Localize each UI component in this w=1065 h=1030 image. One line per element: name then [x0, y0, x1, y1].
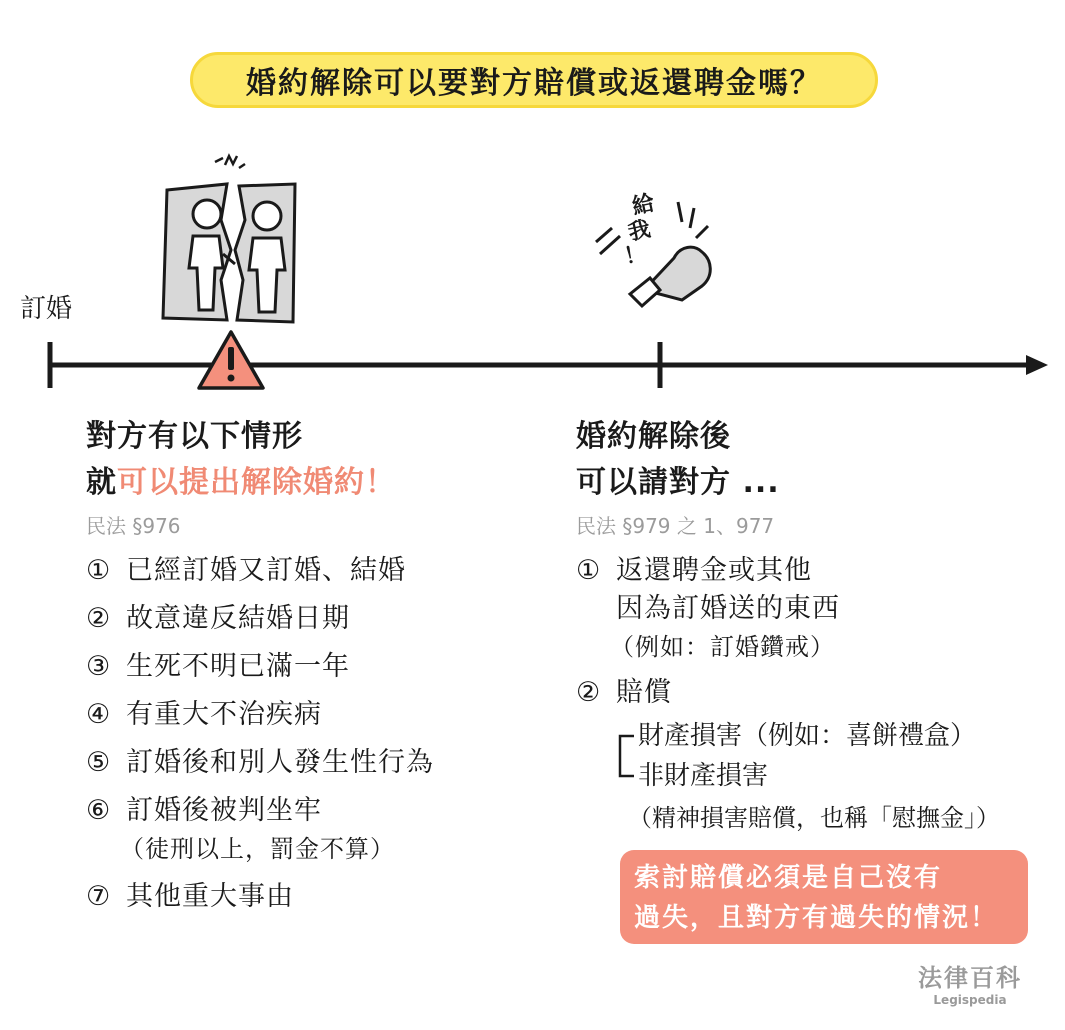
left-item-2: ② 故意違反結婚日期	[86, 603, 350, 634]
brand-name-en: Legispedia	[933, 993, 1007, 1007]
left-item-1: ① 已經訂婚又訂婚、結婚	[86, 555, 406, 586]
left-item-6: ⑥ 訂婚後被判坐牢 （徒刑以上，罰金不算）	[86, 792, 395, 868]
left-item-3: ③ 生死不明已滿一年	[86, 651, 350, 682]
left-item-6-note: （徒刑以上，罰金不算）	[120, 835, 395, 863]
timeline-start-label: 訂婚	[20, 294, 73, 324]
left-item-4: ④ 有重大不治疾病	[86, 699, 322, 730]
right-heading-line1: 婚約解除後	[576, 419, 731, 454]
speech-text-2: 我	[626, 216, 653, 246]
right-item-1-note: （例如：訂婚鑽戒）	[610, 633, 835, 661]
speech-text-1: 給	[630, 190, 657, 220]
compensation-condition-note	[620, 850, 1028, 944]
damage-non-property-note: （精神損害賠償，也稱「慰撫金」）	[628, 804, 1000, 832]
left-heading-line1: 對方有以下情形	[86, 419, 303, 454]
right-heading	[576, 414, 780, 506]
damage-property: 財產損害（例如：喜餅禮盒）	[638, 721, 977, 751]
left-law-ref: 民法 §976	[86, 514, 181, 538]
warning-icon	[199, 332, 263, 388]
alert-line-1: 索討賠償必須是自己沒有	[634, 863, 943, 893]
left-heading	[86, 414, 396, 506]
right-item-2: ② 賠償	[576, 677, 672, 708]
left-item-7: ⑦ 其他重大事由	[86, 881, 294, 912]
speech-text-3: ！	[622, 240, 649, 270]
left-item-5: ⑤ 訂婚後和別人發生性行為	[86, 747, 434, 778]
torn-couple-photo-icon	[155, 150, 305, 325]
demanding-hand-icon	[590, 182, 720, 312]
alert-line-2: 過失，且對方有過失的情況！	[634, 903, 999, 933]
damage-non-property: 非財產損害	[638, 761, 769, 791]
right-item-1: ① 返還聘金或其他 因為訂婚送的東西 （例如：訂婚鑽戒）	[576, 552, 840, 666]
brand-logo	[918, 958, 1022, 1007]
timeline-arrowhead	[1026, 355, 1048, 375]
damage-bracket	[614, 722, 640, 788]
page-title: 婚約解除可以要對方賠償或返還聘金嗎？	[190, 52, 878, 108]
left-heading-accent: 可以提出解除婚約！	[117, 465, 396, 500]
right-item-1-line2: 因為訂婚送的東西	[616, 593, 840, 624]
brand-name-cn: 法律百科	[918, 964, 1022, 992]
right-law-ref: 民法 §979 之 1、977	[576, 514, 775, 538]
left-heading-prefix: 就	[86, 465, 117, 500]
left-heading-line2	[86, 460, 396, 506]
right-heading-line2: 可以請對方 ...	[576, 465, 780, 500]
